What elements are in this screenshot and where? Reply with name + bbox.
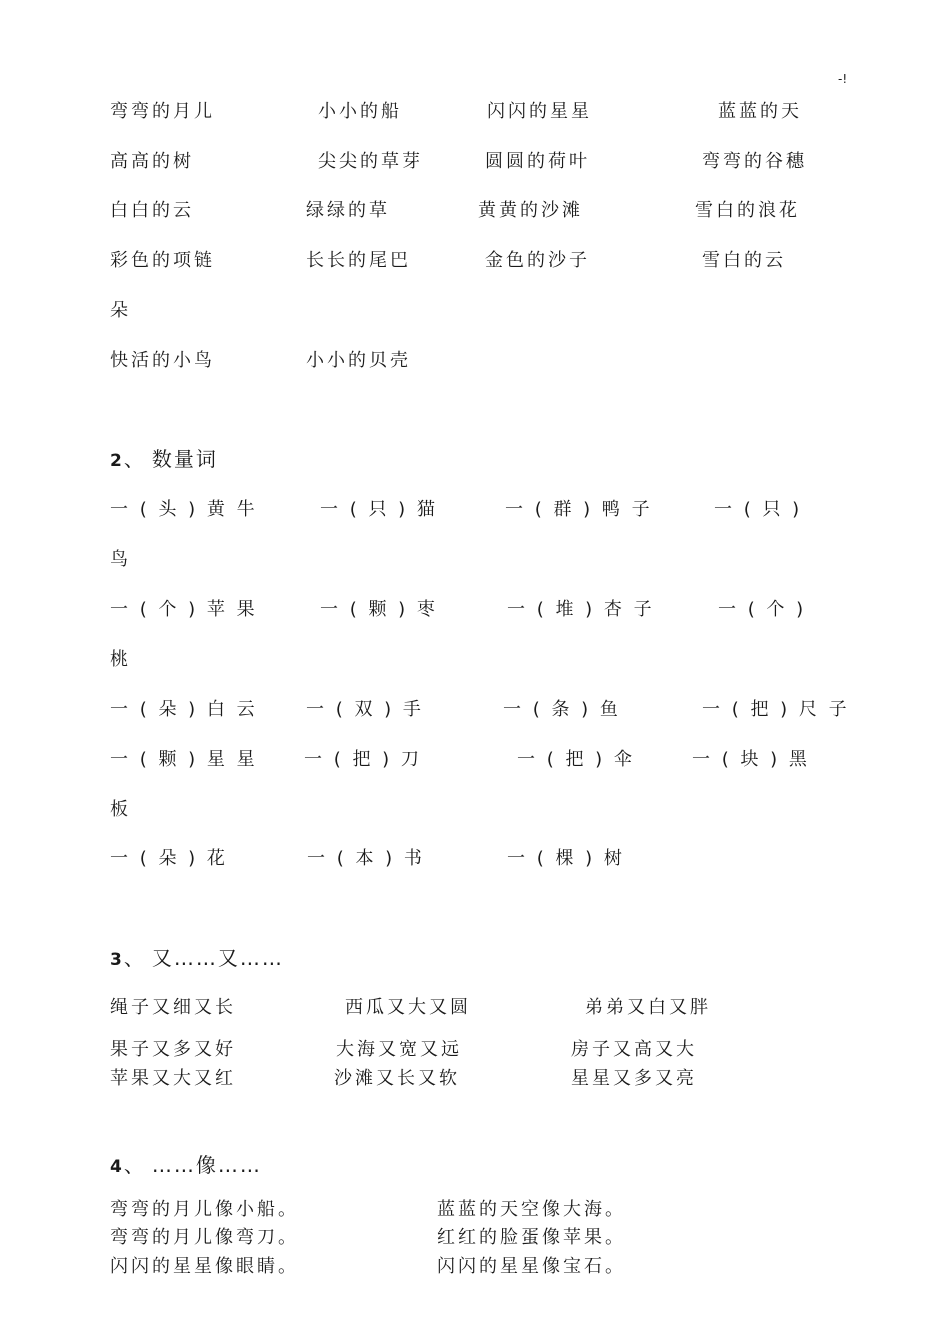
phrase-cell: 闪闪的星星像眼睛。 (110, 1256, 299, 1277)
section-title: ……像…… (151, 1153, 262, 1177)
phrase-cell: 绳子又细又长 (110, 997, 236, 1018)
page-corner-mark: -! (838, 72, 848, 86)
phrase-cell: 一 ( 头 ) 黄 牛 (110, 499, 258, 520)
phrase-cell: 一 ( 双 ) 手 (306, 699, 424, 720)
section-separator: 、 (123, 447, 146, 471)
measure-word-row (0, 695, 950, 725)
phrase-cell: 一 ( 个 ) (718, 599, 807, 620)
phrase-cell: 一 ( 只 ) 猫 (320, 499, 438, 520)
adjective-row (0, 246, 950, 276)
phrase-cell: 绿绿的草 (306, 200, 390, 221)
measure-word-row (0, 844, 950, 874)
phrase-cell: 高高的树 (110, 151, 194, 172)
phrase-cell: 一 ( 把 ) 尺 子 (702, 699, 850, 720)
phrase-cell: 沙滩又长又软 (334, 1068, 460, 1089)
section-number: 3 (110, 950, 122, 970)
phrase-cell: 一 ( 颗 ) 枣 (320, 599, 438, 620)
phrase-cell: 尖尖的草芽 (318, 151, 423, 172)
section-separator: 、 (123, 1153, 146, 1177)
phrase-cell: 房子又高又大 (571, 1039, 697, 1060)
phrase-cell: 一 ( 把 ) 刀 (304, 749, 422, 770)
phrase-cell: 金色的沙子 (485, 250, 590, 271)
phrase-cell: 果子又多又好 (110, 1039, 236, 1060)
phrase-cell: 一 ( 条 ) 鱼 (503, 699, 621, 720)
phrase-cell: 弯弯的月儿 (110, 101, 215, 122)
simile-row (0, 1223, 950, 1253)
you-you-row (0, 993, 950, 1023)
section-title: 又……又…… (151, 946, 284, 970)
phrase-cell: 一 ( 只 ) (714, 499, 803, 520)
adjective-row (0, 196, 950, 226)
phrase-cell: 彩色的项链 (110, 250, 215, 271)
phrase-cell: 西瓜又大又圆 (345, 997, 471, 1018)
adjective-row (0, 346, 950, 376)
adjective-row (0, 296, 950, 326)
measure-word-row (0, 595, 950, 625)
phrase-cell: 蓝蓝的天 (718, 101, 802, 122)
simile-row (0, 1252, 950, 1282)
phrase-cell: 大海又宽又远 (336, 1039, 462, 1060)
phrase-cell: 苹果又大又红 (110, 1068, 236, 1089)
phrase-cell: 朵 (110, 300, 131, 321)
phrase-cell: 弯弯的谷穗 (702, 151, 807, 172)
phrase-cell: 一 ( 颗 ) 星 星 (110, 749, 258, 770)
section-title: 数量词 (151, 447, 218, 471)
section-heading-xiang (110, 1150, 262, 1182)
adjective-row (0, 147, 950, 177)
phrase-cell: 雪白的浪花 (695, 200, 800, 221)
phrase-cell: 红红的脸蛋像苹果。 (437, 1227, 626, 1248)
phrase-cell: 弯弯的月儿像弯刀。 (110, 1227, 299, 1248)
phrase-cell: 弯弯的月儿像小船。 (110, 1199, 299, 1220)
phrase-cell: 小小的贝壳 (306, 350, 411, 371)
phrase-cell: 一 ( 朵 ) 白 云 (110, 699, 258, 720)
adjective-row (0, 97, 950, 127)
phrase-cell: 圆圆的荷叶 (485, 151, 590, 172)
phrase-cell: 一 ( 群 ) 鸭 子 (505, 499, 653, 520)
section-heading-you-you (110, 943, 284, 975)
measure-word-row (0, 645, 950, 675)
phrase-cell: 一 ( 堆 ) 杏 子 (507, 599, 655, 620)
phrase-cell: 白白的云 (110, 200, 194, 221)
measure-word-row (0, 495, 950, 525)
phrase-cell: 雪白的云 (702, 250, 786, 271)
phrase-cell: 星星又多又亮 (571, 1068, 697, 1089)
phrase-cell: 一 ( 朵 ) 花 (110, 848, 228, 869)
phrase-cell: 鸟 (110, 549, 131, 570)
phrase-cell: 板 (110, 799, 131, 820)
phrase-cell: 一 ( 块 ) 黑 (692, 749, 810, 770)
phrase-cell: 黄黄的沙滩 (478, 200, 583, 221)
section-number: 4 (110, 1157, 122, 1177)
measure-word-row (0, 545, 950, 575)
phrase-cell: 小小的船 (318, 101, 402, 122)
section-heading-measure-words (110, 444, 218, 476)
you-you-row (0, 1064, 950, 1094)
phrase-cell: 桃 (110, 649, 131, 670)
measure-word-row (0, 745, 950, 775)
phrase-cell: 一 ( 个 ) 苹 果 (110, 599, 258, 620)
phrase-cell: 闪闪的星星 (487, 101, 592, 122)
phrase-cell: 长长的尾巴 (306, 250, 411, 271)
phrase-cell: 弟弟又白又胖 (585, 997, 711, 1018)
measure-word-row (0, 795, 950, 825)
phrase-cell: 一 ( 本 ) 书 (307, 848, 425, 869)
phrase-cell: 一 ( 把 ) 伞 (517, 749, 635, 770)
simile-row (0, 1195, 950, 1225)
section-separator: 、 (123, 946, 146, 970)
phrase-cell: 蓝蓝的天空像大海。 (437, 1199, 626, 1220)
phrase-cell: 一 ( 棵 ) 树 (507, 848, 625, 869)
section-number: 2 (110, 451, 122, 471)
phrase-cell: 闪闪的星星像宝石。 (437, 1256, 626, 1277)
you-you-row (0, 1035, 950, 1065)
phrase-cell: 快活的小鸟 (110, 350, 215, 371)
